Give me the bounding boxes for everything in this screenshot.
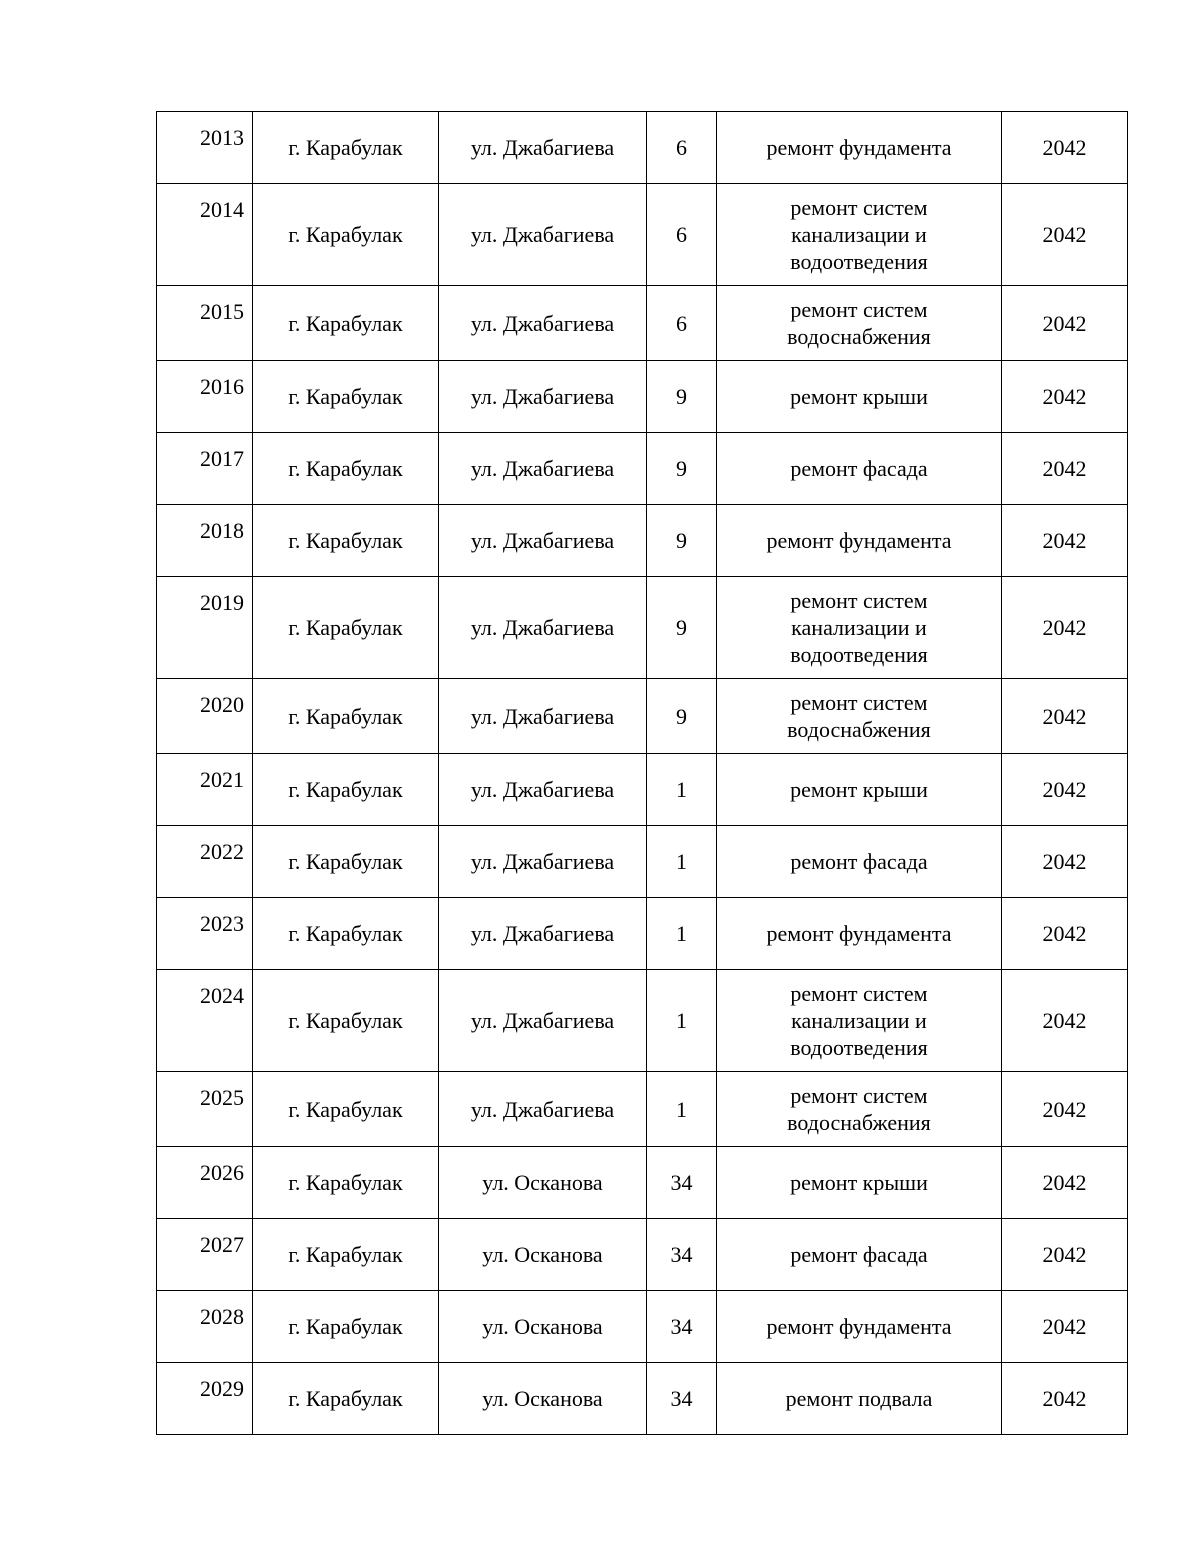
city-cell: г. Карабулак bbox=[253, 679, 439, 754]
row-number: 2021 bbox=[157, 754, 253, 826]
table-row bbox=[157, 1147, 1128, 1219]
row-number: 2014 bbox=[157, 184, 253, 286]
city-cell: г. Карабулак bbox=[253, 505, 439, 577]
work-type-cell bbox=[717, 898, 1002, 970]
city-cell: г. Карабулак bbox=[253, 1363, 439, 1435]
house-cell: 9 bbox=[647, 679, 717, 754]
city-cell: г. Карабулак bbox=[253, 898, 439, 970]
work-type-line: ремонт фасада bbox=[790, 1242, 928, 1267]
year-cell: 2042 bbox=[1002, 898, 1128, 970]
city-cell: г. Карабулак bbox=[253, 112, 439, 184]
work-type-cell bbox=[717, 1072, 1002, 1147]
street-cell: ул. Джабагиева bbox=[439, 184, 647, 286]
street-cell: ул. Джабагиева bbox=[439, 826, 647, 898]
work-type-line: водоотведения bbox=[790, 249, 928, 274]
year-cell: 2042 bbox=[1002, 1291, 1128, 1363]
house-cell: 34 bbox=[647, 1291, 717, 1363]
city-cell: г. Карабулак bbox=[253, 361, 439, 433]
work-type-line: ремонт систем bbox=[790, 297, 928, 322]
street-cell: ул. Джабагиева bbox=[439, 361, 647, 433]
year-cell: 2042 bbox=[1002, 754, 1128, 826]
row-number: 2025 bbox=[157, 1072, 253, 1147]
year-cell: 2042 bbox=[1002, 970, 1128, 1072]
work-type-cell bbox=[717, 970, 1002, 1072]
work-type-line: ремонт систем bbox=[790, 195, 928, 220]
row-number: 2016 bbox=[157, 361, 253, 433]
street-cell: ул. Осканова bbox=[439, 1363, 647, 1435]
table-row bbox=[157, 1219, 1128, 1291]
house-cell: 34 bbox=[647, 1147, 717, 1219]
work-type-cell bbox=[717, 184, 1002, 286]
work-type-cell bbox=[717, 577, 1002, 679]
work-type-cell bbox=[717, 361, 1002, 433]
house-cell: 1 bbox=[647, 826, 717, 898]
row-number: 2022 bbox=[157, 826, 253, 898]
table-row bbox=[157, 286, 1128, 361]
house-cell: 34 bbox=[647, 1363, 717, 1435]
street-cell: ул. Осканова bbox=[439, 1291, 647, 1363]
table-row bbox=[157, 361, 1128, 433]
city-cell: г. Карабулак bbox=[253, 754, 439, 826]
work-type-line: ремонт фундамента bbox=[766, 1314, 952, 1339]
work-type-line: канализации и bbox=[791, 615, 927, 640]
work-type-cell bbox=[717, 112, 1002, 184]
year-cell: 2042 bbox=[1002, 1147, 1128, 1219]
house-cell: 1 bbox=[647, 970, 717, 1072]
year-cell: 2042 bbox=[1002, 1363, 1128, 1435]
house-cell: 6 bbox=[647, 184, 717, 286]
table-row bbox=[157, 1363, 1128, 1435]
year-cell: 2042 bbox=[1002, 1072, 1128, 1147]
house-cell: 1 bbox=[647, 754, 717, 826]
work-type-cell bbox=[717, 826, 1002, 898]
work-type-cell bbox=[717, 1219, 1002, 1291]
table-row bbox=[157, 1072, 1128, 1147]
work-type-line: ремонт систем bbox=[790, 1083, 928, 1108]
work-type-line: ремонт фундамента bbox=[766, 921, 952, 946]
street-cell: ул. Джабагиева bbox=[439, 898, 647, 970]
city-cell: г. Карабулак bbox=[253, 433, 439, 505]
house-cell: 34 bbox=[647, 1219, 717, 1291]
work-type-line: ремонт фасада bbox=[790, 456, 928, 481]
street-cell: ул. Осканова bbox=[439, 1147, 647, 1219]
table-row bbox=[157, 1291, 1128, 1363]
work-type-line: ремонт крыши bbox=[790, 1170, 928, 1195]
street-cell: ул. Джабагиева bbox=[439, 577, 647, 679]
year-cell: 2042 bbox=[1002, 505, 1128, 577]
house-cell: 9 bbox=[647, 361, 717, 433]
table-row bbox=[157, 184, 1128, 286]
work-type-line: ремонт систем bbox=[790, 981, 928, 1006]
row-number: 2013 bbox=[157, 112, 253, 184]
row-number: 2019 bbox=[157, 577, 253, 679]
work-type-line: водоснабжения bbox=[787, 324, 931, 349]
house-cell: 1 bbox=[647, 1072, 717, 1147]
work-type-line: ремонт крыши bbox=[790, 777, 928, 802]
house-cell: 9 bbox=[647, 577, 717, 679]
house-cell: 9 bbox=[647, 433, 717, 505]
year-cell: 2042 bbox=[1002, 361, 1128, 433]
street-cell: ул. Джабагиева bbox=[439, 970, 647, 1072]
table-row bbox=[157, 433, 1128, 505]
work-type-line: ремонт крыши bbox=[790, 384, 928, 409]
row-number: 2023 bbox=[157, 898, 253, 970]
city-cell: г. Карабулак bbox=[253, 826, 439, 898]
work-type-line: ремонт фасада bbox=[790, 849, 928, 874]
street-cell: ул. Джабагиева bbox=[439, 1072, 647, 1147]
table-body bbox=[157, 112, 1128, 1435]
work-type-cell bbox=[717, 433, 1002, 505]
row-number: 2029 bbox=[157, 1363, 253, 1435]
year-cell: 2042 bbox=[1002, 112, 1128, 184]
row-number: 2015 bbox=[157, 286, 253, 361]
city-cell: г. Карабулак bbox=[253, 1147, 439, 1219]
table-row bbox=[157, 112, 1128, 184]
year-cell: 2042 bbox=[1002, 286, 1128, 361]
street-cell: ул. Джабагиева bbox=[439, 505, 647, 577]
work-type-cell bbox=[717, 1147, 1002, 1219]
house-cell: 6 bbox=[647, 112, 717, 184]
work-type-line: водоотведения bbox=[790, 642, 928, 667]
work-type-line: ремонт подвала bbox=[785, 1386, 933, 1411]
table-row bbox=[157, 898, 1128, 970]
street-cell: ул. Джабагиева bbox=[439, 679, 647, 754]
house-cell: 9 bbox=[647, 505, 717, 577]
row-number: 2026 bbox=[157, 1147, 253, 1219]
city-cell: г. Карабулак bbox=[253, 970, 439, 1072]
work-type-line: ремонт систем bbox=[790, 588, 928, 613]
work-type-cell bbox=[717, 754, 1002, 826]
work-type-line: канализации и bbox=[791, 1008, 927, 1033]
city-cell: г. Карабулак bbox=[253, 1219, 439, 1291]
work-type-cell bbox=[717, 505, 1002, 577]
work-type-line: ремонт фундамента bbox=[766, 135, 952, 160]
row-number: 2020 bbox=[157, 679, 253, 754]
year-cell: 2042 bbox=[1002, 679, 1128, 754]
table-row bbox=[157, 577, 1128, 679]
city-cell: г. Карабулак bbox=[253, 184, 439, 286]
year-cell: 2042 bbox=[1002, 1219, 1128, 1291]
street-cell: ул. Джабагиева bbox=[439, 433, 647, 505]
row-number: 2028 bbox=[157, 1291, 253, 1363]
table-row bbox=[157, 754, 1128, 826]
year-cell: 2042 bbox=[1002, 826, 1128, 898]
work-type-line: канализации и bbox=[791, 222, 927, 247]
work-type-cell bbox=[717, 679, 1002, 754]
works-table bbox=[156, 111, 1128, 1435]
year-cell: 2042 bbox=[1002, 433, 1128, 505]
street-cell: ул. Джабагиева bbox=[439, 286, 647, 361]
work-type-line: водоснабжения bbox=[787, 1110, 931, 1135]
table-row bbox=[157, 970, 1128, 1072]
work-type-cell bbox=[717, 1291, 1002, 1363]
year-cell: 2042 bbox=[1002, 577, 1128, 679]
row-number: 2024 bbox=[157, 970, 253, 1072]
street-cell: ул. Осканова bbox=[439, 1219, 647, 1291]
year-cell: 2042 bbox=[1002, 184, 1128, 286]
house-cell: 1 bbox=[647, 898, 717, 970]
street-cell: ул. Джабагиева bbox=[439, 112, 647, 184]
city-cell: г. Карабулак bbox=[253, 577, 439, 679]
city-cell: г. Карабулак bbox=[253, 286, 439, 361]
row-number: 2027 bbox=[157, 1219, 253, 1291]
row-number: 2018 bbox=[157, 505, 253, 577]
work-type-line: водоотведения bbox=[790, 1035, 928, 1060]
work-type-line: водоснабжения bbox=[787, 717, 931, 742]
work-type-cell bbox=[717, 286, 1002, 361]
table-row bbox=[157, 505, 1128, 577]
table-row bbox=[157, 826, 1128, 898]
row-number: 2017 bbox=[157, 433, 253, 505]
work-type-line: ремонт фундамента bbox=[766, 528, 952, 553]
work-type-cell bbox=[717, 1363, 1002, 1435]
house-cell: 6 bbox=[647, 286, 717, 361]
work-type-line: ремонт систем bbox=[790, 690, 928, 715]
city-cell: г. Карабулак bbox=[253, 1072, 439, 1147]
city-cell: г. Карабулак bbox=[253, 1291, 439, 1363]
table-row bbox=[157, 679, 1128, 754]
street-cell: ул. Джабагиева bbox=[439, 754, 647, 826]
